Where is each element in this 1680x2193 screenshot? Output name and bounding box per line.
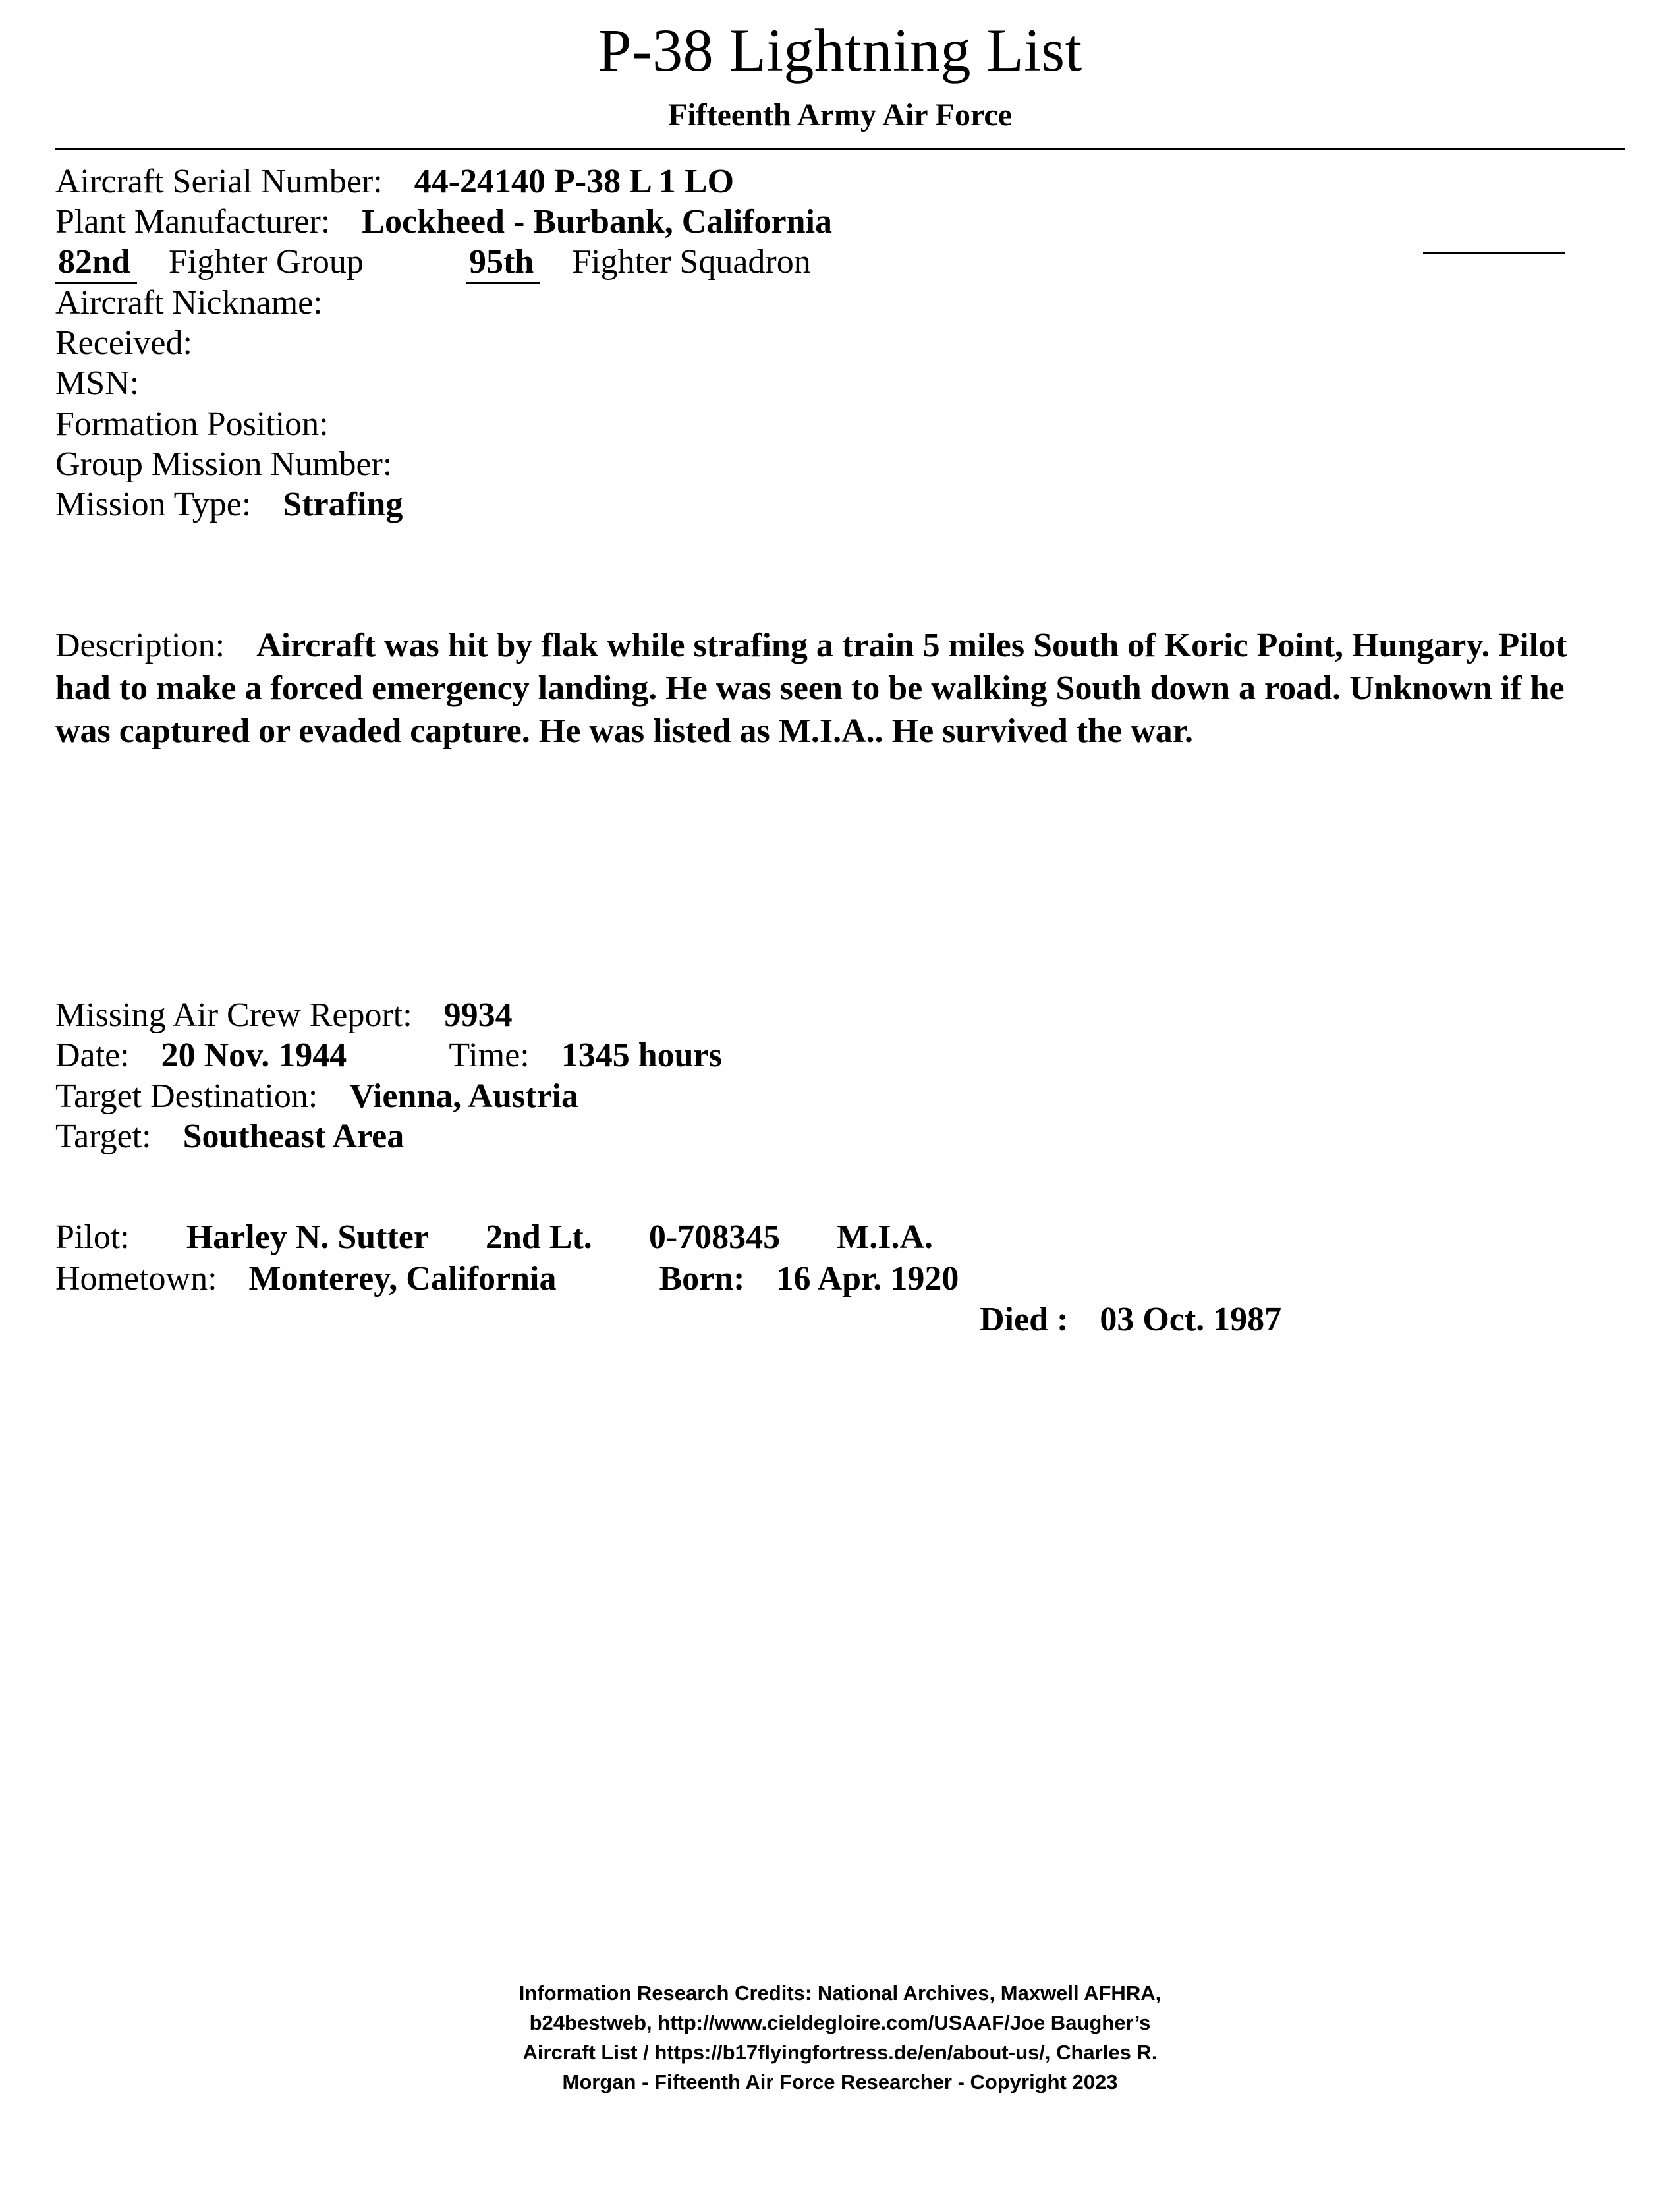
fighter-squadron-value: 95th xyxy=(466,243,540,284)
fighter-squadron-label: Fighter Squadron xyxy=(572,243,811,281)
document-page xyxy=(0,18,1680,2193)
field-missing-air-crew-report xyxy=(55,995,1625,1035)
mission-details xyxy=(0,995,1680,1156)
crew-row-died xyxy=(55,1299,1625,1340)
field-label: Received: xyxy=(55,324,192,362)
hometown-label: Hometown: xyxy=(55,1259,217,1297)
born-value: 16 Apr. 1920 xyxy=(776,1259,959,1297)
credits-line-1: Information Research Credits: National Archives, Maxwell AFHRA, xyxy=(518,1981,1162,2005)
header-divider xyxy=(55,148,1625,150)
description-label: Description: xyxy=(55,626,225,664)
field-value: Strafing xyxy=(283,486,403,524)
credits-line-3: Aircraft List / https://b17flyingfortress.de/en/about-us/, Charles R. xyxy=(522,2040,1158,2064)
field-label: Aircraft Serial Number: xyxy=(55,162,383,200)
time-label: Time: xyxy=(449,1037,530,1075)
field-value: Lockheed - Burbank, California xyxy=(362,202,832,241)
hometown-value: Monterey, California xyxy=(248,1259,557,1297)
field-value: 44-24140 P-38 L 1 LO xyxy=(414,162,735,200)
description-block xyxy=(0,624,1680,753)
born-label: Born: xyxy=(659,1259,745,1297)
field-aircraft-serial-number xyxy=(55,161,1625,202)
field-label: Aircraft Nickname: xyxy=(55,283,323,322)
research-credits xyxy=(0,1979,1680,2097)
page-title: P-38 Lightning List xyxy=(598,16,1082,84)
field-value: Vienna, Austria xyxy=(349,1077,578,1115)
pilot-serial-number: 0-708345 xyxy=(648,1218,781,1257)
field-label: Target: xyxy=(55,1117,152,1155)
field-label: Missing Air Crew Report: xyxy=(55,996,412,1034)
field-date-time xyxy=(55,1035,1625,1075)
fighter-group-label: Fighter Group xyxy=(168,243,364,281)
field-value: 9934 xyxy=(443,996,513,1034)
date-label: Date: xyxy=(55,1037,130,1075)
pilot-label: Pilot: xyxy=(55,1218,130,1257)
pilot-name: Harley N. Sutter xyxy=(186,1218,429,1257)
crew-row-hometown-born xyxy=(55,1259,1625,1299)
pilot-rank: 2nd Lt. xyxy=(485,1218,592,1257)
crew-block xyxy=(0,1217,1680,1340)
crew-row-pilot xyxy=(55,1217,1625,1258)
page-subtitle: Fifteenth Army Air Force xyxy=(667,97,1013,132)
date-value: 20 Nov. 1944 xyxy=(161,1037,347,1075)
aircraft-fields xyxy=(0,161,1680,525)
field-mission-type xyxy=(55,484,1625,525)
field-target-destination xyxy=(55,1076,1625,1116)
field-aircraft-nickname xyxy=(55,283,1625,323)
field-received xyxy=(55,323,1625,363)
credits-line-2: b24bestweb, http://www.cieldegloire.com/USAAF/Joe Baugher’s xyxy=(529,2010,1151,2034)
field-target xyxy=(55,1116,1625,1156)
fighter-group-value: 82nd xyxy=(55,243,137,284)
blank-underline xyxy=(1423,252,1565,254)
field-group-and-squadron xyxy=(55,242,1625,282)
died-value: 03 Oct. 1987 xyxy=(1100,1301,1282,1339)
field-plant-manufacturer xyxy=(55,202,1625,242)
field-label: Target Destination: xyxy=(55,1077,318,1115)
field-label: Formation Position: xyxy=(55,405,329,443)
field-value: Southeast Area xyxy=(182,1117,405,1155)
pilot-status: M.I.A. xyxy=(837,1218,934,1257)
field-label: Plant Manufacturer: xyxy=(55,202,331,241)
field-label: Mission Type: xyxy=(55,486,252,524)
field-msn xyxy=(55,363,1625,403)
field-group-mission-number xyxy=(55,444,1625,484)
time-value: 1345 hours xyxy=(561,1037,722,1075)
died-label: Died : xyxy=(980,1301,1069,1339)
field-label: MSN: xyxy=(55,364,140,403)
field-formation-position xyxy=(55,404,1625,444)
description-text: Aircraft was hit by flak while strafing a train 5 miles South of Koric Point, Hungary. Pilot had to make a forced emergency landing. He was seen to be walking South down a road. Unknown if he was captured or evaded capture. He was listed as M.I.A.. He survived the war. xyxy=(55,626,1567,750)
field-label: Group Mission Number: xyxy=(55,445,393,484)
credits-line-4: Morgan - Fifteenth Air Force Researcher - Copyright 2023 xyxy=(562,2070,1118,2093)
